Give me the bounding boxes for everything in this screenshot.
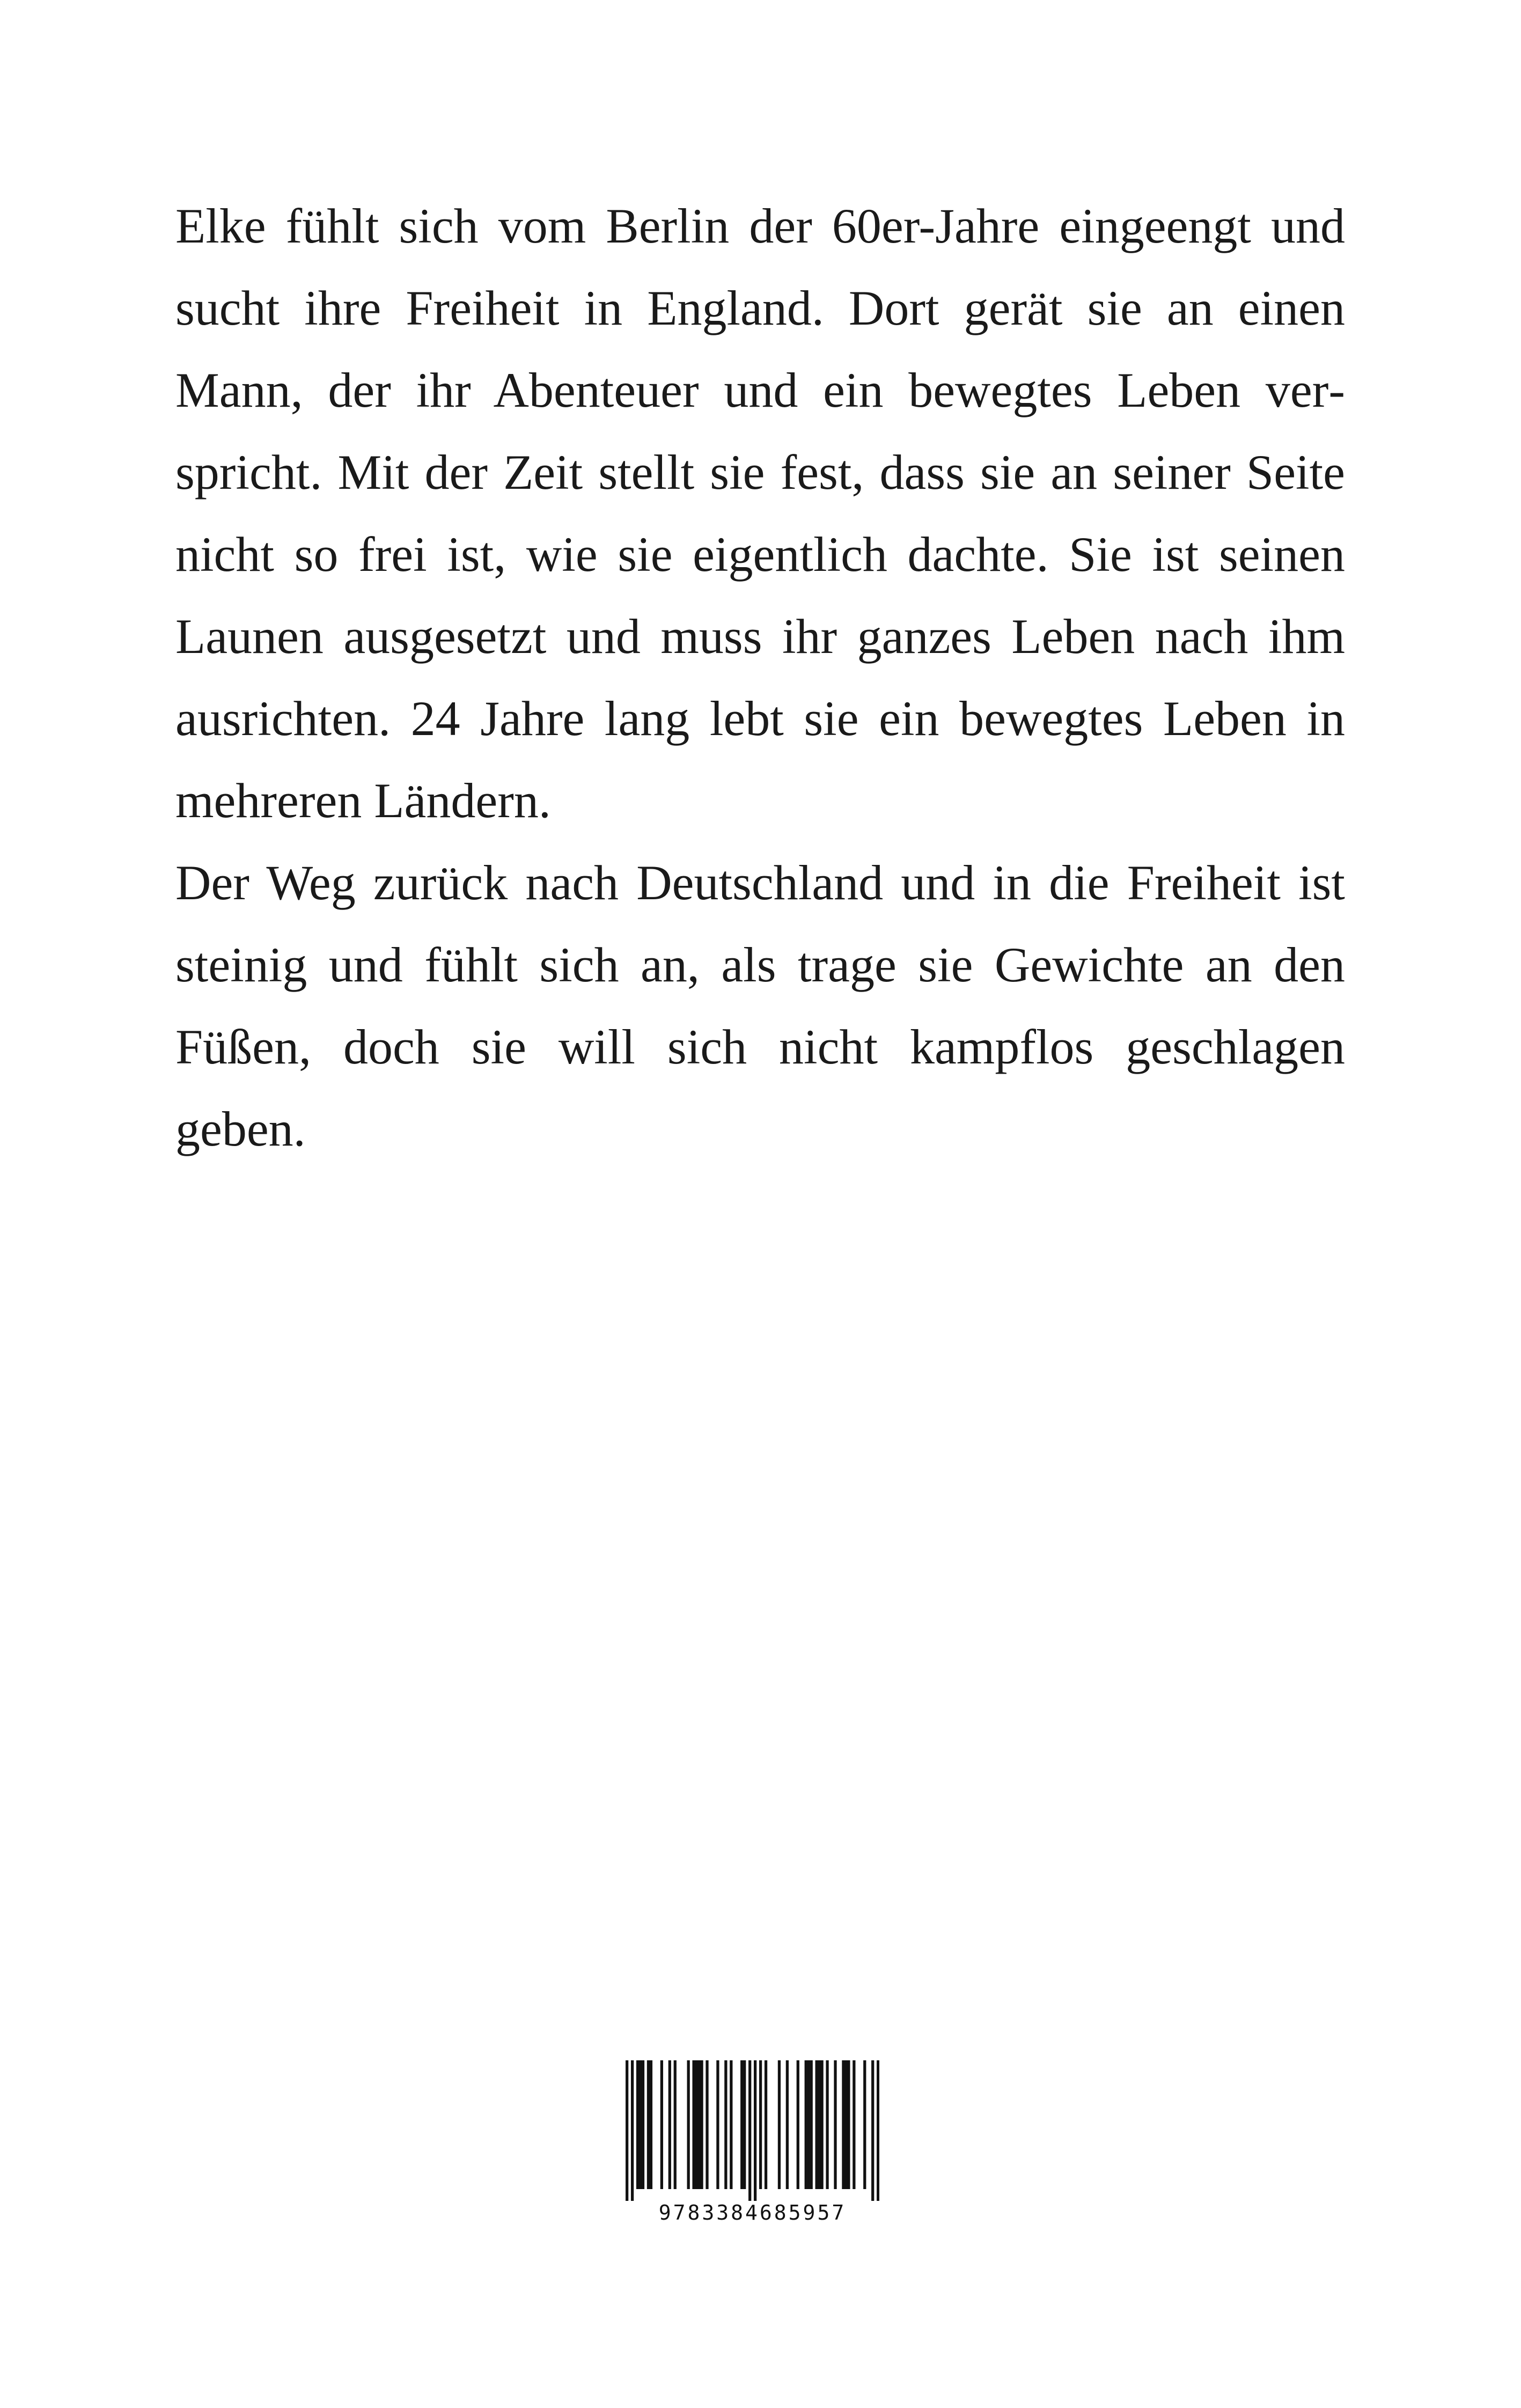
barcode-bar — [674, 2060, 677, 2189]
barcode-bar — [631, 2060, 634, 2201]
barcode-bar — [697, 2060, 700, 2189]
barcode-bar — [700, 2060, 703, 2189]
barcode-bar — [743, 2060, 746, 2189]
barcode-bar — [807, 2060, 810, 2189]
barcode-bar — [695, 2060, 697, 2189]
barcode-bar — [636, 2060, 639, 2189]
blurb-paragraph-2: Der Weg zurück nach Deutschland und in die Freiheit ist steinig und fühlt sich an, als trage sie Gewichte an den Füßen, doch sie will sich nicht kampflos geschlagen geben. — [175, 855, 1345, 1156]
barcode-bar — [805, 2060, 807, 2189]
barcode-bar — [815, 2060, 818, 2189]
barcode-bar — [754, 2060, 756, 2201]
blurb-text — [175, 185, 1345, 1170]
barcode-bar — [706, 2060, 708, 2189]
barcode-bar — [810, 2060, 813, 2189]
barcode-bar — [863, 2060, 866, 2189]
blurb-paragraph-1: Elke fühlt sich vom Berlin der 60er-Jahre eingeengt und sucht ihre Freiheit in England. Dort gerät sie an einen Mann, der ihr Abenteuer und ein bewegtes Leben verspricht. Mit der Zeit stellt sie fest, dass sie an seiner Seite nicht so frei ist, wie sie eigentlich dachte. Sie ist seinen Launen ausgesetzt und muss ihr ganzes Leben nach ihm ausrichten. 24 Jahre lang lebt sie ein bewegtes Leben in mehreren Ländern. — [175, 199, 1345, 828]
barcode-bar — [660, 2060, 663, 2189]
barcode-bar — [778, 2060, 781, 2189]
barcode-bar — [748, 2060, 751, 2201]
isbn-number: 9783384685957 — [658, 2201, 847, 2225]
barcode-bar — [844, 2060, 847, 2189]
barcode-bar — [871, 2060, 874, 2201]
barcode-bar — [647, 2060, 650, 2189]
barcode-bar — [759, 2060, 762, 2189]
barcode-bar — [765, 2060, 767, 2189]
barcode-bar — [639, 2060, 642, 2189]
barcode-bar — [716, 2060, 719, 2189]
barcode-bar — [692, 2060, 695, 2189]
barcode-bar — [626, 2060, 628, 2201]
barcode-bar — [724, 2060, 727, 2189]
isbn-barcode — [618, 2053, 887, 2237]
barcode-bar — [668, 2060, 671, 2189]
barcode-bar — [687, 2060, 690, 2189]
barcode-bar — [650, 2060, 652, 2189]
barcode-bar — [847, 2060, 850, 2189]
barcode-bar — [797, 2060, 799, 2189]
barcode-bar — [826, 2060, 828, 2189]
barcode-bar — [853, 2060, 855, 2189]
barcode-bar — [877, 2060, 879, 2201]
barcode-bar — [842, 2060, 844, 2189]
barcode-bars — [626, 2060, 879, 2201]
barcode-bar — [834, 2060, 836, 2189]
barcode-bar — [820, 2060, 823, 2189]
barcode-bar — [786, 2060, 789, 2189]
barcode-bar — [642, 2060, 644, 2189]
barcode-bar — [818, 2060, 820, 2189]
barcode-bar — [740, 2060, 743, 2189]
barcode-bar — [730, 2060, 732, 2189]
